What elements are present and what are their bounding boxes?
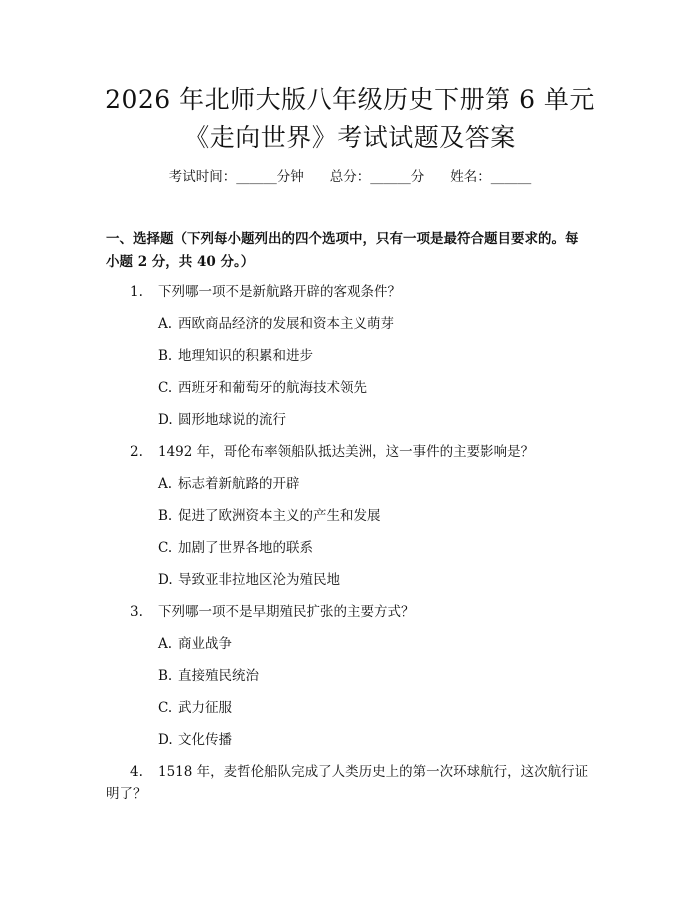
option-1c <box>158 378 367 398</box>
option-2c <box>158 538 313 558</box>
question-4 <box>130 762 588 782</box>
question-1 <box>130 282 401 302</box>
question-text: 下列哪一项不是早期殖民扩张的主要方式？ <box>158 604 415 620</box>
question-number: 2. <box>130 444 143 460</box>
option-3d <box>158 730 232 750</box>
option-1d <box>158 410 286 430</box>
question-4-continued: 明了？ <box>106 786 147 802</box>
option-text: 标志着新航路的开辟 <box>178 476 300 492</box>
question-number: 1. <box>130 284 143 300</box>
option-3b <box>158 666 259 686</box>
exam-time-field: 考试时间：______分钟 <box>168 169 304 185</box>
question-3 <box>130 602 415 622</box>
option-text: 促进了欧洲资本主义的产生和发展 <box>178 508 381 524</box>
option-letter: B. <box>158 508 173 524</box>
question-2 <box>130 442 534 462</box>
option-1a <box>158 314 394 334</box>
option-2b <box>158 506 381 526</box>
option-3a <box>158 634 232 654</box>
question-text: 1518 年，麦哲伦船队完成了人类历史上的第一次环球航行，这次航行证 <box>158 764 589 780</box>
option-text: 圆形地球说的流行 <box>178 412 286 428</box>
option-letter: D. <box>158 572 173 588</box>
option-letter: C. <box>158 700 173 716</box>
option-text: 地理知识的积累和进步 <box>178 348 313 364</box>
section-heading-line-2: 小题 2 分，共 40 分。） <box>106 254 255 270</box>
option-text: 西欧商品经济的发展和资本主义萌芽 <box>178 316 394 332</box>
option-letter: C. <box>158 540 173 556</box>
option-letter: B. <box>158 668 173 684</box>
question-text: 下列哪一项不是新航路开辟的客观条件？ <box>158 284 401 300</box>
option-letter: A. <box>158 316 173 332</box>
option-letter: C. <box>158 380 173 396</box>
option-2a <box>158 474 300 494</box>
option-text: 武力征服 <box>178 700 232 716</box>
option-1b <box>158 346 313 366</box>
student-name-field: 姓名：______ <box>450 169 532 185</box>
option-text: 商业战争 <box>178 636 232 652</box>
question-text: 1492 年，哥伦布率领船队抵达美洲，这一事件的主要影响是？ <box>158 444 535 460</box>
option-text: 加剧了世界各地的联系 <box>178 540 313 556</box>
option-letter: B. <box>158 348 173 364</box>
option-text: 直接殖民统治 <box>178 668 259 684</box>
option-text: 导致亚非拉地区沦为殖民地 <box>178 572 340 588</box>
option-letter: A. <box>158 636 173 652</box>
option-text: 文化传播 <box>178 732 232 748</box>
option-letter: D. <box>158 732 173 748</box>
total-score-field: 总分：______分 <box>329 169 425 185</box>
section-heading-line-1: 一、选择题（下列每小题列出的四个选项中，只有一项是最符合题目要求的。每 <box>106 231 579 247</box>
question-number: 3. <box>130 604 143 620</box>
option-text: 西班牙和葡萄牙的航海技术领先 <box>178 380 367 396</box>
option-3c <box>158 698 232 718</box>
option-letter: D. <box>158 412 173 428</box>
option-letter: A. <box>158 476 173 492</box>
page-title-line-1: 2026 年北师大版八年级历史下册第 6 单元 <box>105 85 595 114</box>
question-number: 4. <box>130 764 143 780</box>
exam-info <box>0 166 700 188</box>
page-title-line-2: 《走向世界》考试试题及答案 <box>184 123 516 152</box>
option-2d <box>158 570 340 590</box>
